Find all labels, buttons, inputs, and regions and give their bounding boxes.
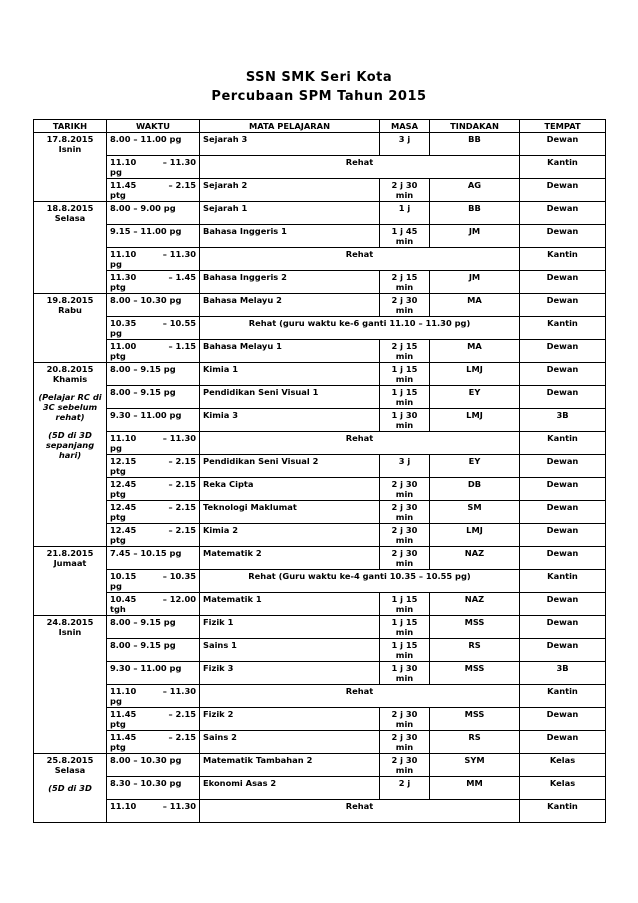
- exam-day: Jumaat: [53, 558, 87, 568]
- duration-cell: 1 j 45 min: [380, 225, 430, 248]
- column-header-place: TEMPAT: [520, 120, 606, 133]
- action-cell: EY: [430, 386, 520, 409]
- break-cell: Rehat (guru waktu ke-6 ganti 11.10 – 11.30 pg): [200, 317, 520, 340]
- exam-date: 21.8.2015: [46, 548, 94, 558]
- subject-cell: Ekonomi Asas 2: [200, 777, 380, 800]
- place-cell: Kantin: [520, 685, 606, 708]
- table-row: [34, 202, 606, 225]
- time-cell: [107, 179, 200, 202]
- exam-time-period: ptg: [110, 351, 126, 361]
- subject-cell: Pendidikan Seni Visual 1: [200, 386, 380, 409]
- date-cell: [34, 616, 107, 754]
- time-cell: [107, 202, 200, 225]
- place-cell: Dewan: [520, 524, 606, 547]
- exam-time-end: – 11.30: [162, 801, 196, 811]
- exam-time-end: – 11.30: [162, 249, 196, 259]
- table-row: [34, 800, 606, 823]
- exam-time-start: 12.15: [110, 456, 137, 466]
- subject-cell: Matematik 2: [200, 547, 380, 570]
- subject-cell: Bahasa Melayu 2: [200, 294, 380, 317]
- duration-cell: 1 j 15 min: [380, 593, 430, 616]
- subject-cell: Kimia 3: [200, 409, 380, 432]
- exam-day: Isnin: [58, 627, 82, 637]
- table-row: [34, 478, 606, 501]
- duration-cell: 2 j 30 min: [380, 524, 430, 547]
- exam-time: 9.30 – 11.00 pg: [110, 663, 182, 673]
- exam-time-period: pg: [110, 167, 122, 177]
- exam-time-end: – 11.30: [162, 433, 196, 443]
- place-cell: 3B: [520, 409, 606, 432]
- duration-cell: 2 j 30 min: [380, 754, 430, 777]
- exam-time-range: [110, 341, 196, 351]
- place-cell: Dewan: [520, 455, 606, 478]
- table-row: [34, 524, 606, 547]
- exam-time: 8.00 – 9.15 pg: [110, 617, 176, 627]
- action-cell: MSS: [430, 662, 520, 685]
- column-header-subject: MATA PELAJARAN: [200, 120, 380, 133]
- table-row: [34, 547, 606, 570]
- break-cell: Rehat (Guru waktu ke-4 ganti 10.35 – 10.55 pg): [200, 570, 520, 593]
- date-cell: [34, 202, 107, 294]
- exam-time-end: – 2.15: [168, 479, 196, 489]
- time-cell: [107, 685, 200, 708]
- exam-time-end: – 1.45: [168, 272, 196, 282]
- exam-time-start: 11.45: [110, 709, 137, 719]
- time-cell: [107, 708, 200, 731]
- table-row: [34, 432, 606, 455]
- exam-date: 18.8.2015: [46, 203, 94, 213]
- duration-cell: 2 j 15 min: [380, 271, 430, 294]
- column-header-date: TARIKH: [34, 120, 107, 133]
- exam-time-range: [110, 249, 196, 259]
- subject-cell: Fizik 3: [200, 662, 380, 685]
- subject-cell: Bahasa Melayu 1: [200, 340, 380, 363]
- time-cell: [107, 363, 200, 386]
- page-title: SSN SMK Seri Kota: [245, 70, 393, 85]
- exam-time: 8.00 – 10.30 pg: [110, 755, 182, 765]
- duration-cell: 1 j 15 min: [380, 616, 430, 639]
- action-cell: AG: [430, 179, 520, 202]
- exam-time-period: ptg: [110, 742, 126, 752]
- action-cell: SM: [430, 501, 520, 524]
- table-body: [34, 133, 606, 823]
- exam-time-end: – 12.00: [162, 594, 196, 604]
- place-cell: Dewan: [520, 616, 606, 639]
- place-cell: Kantin: [520, 317, 606, 340]
- place-cell: Dewan: [520, 294, 606, 317]
- exam-time-start: 10.45: [110, 594, 137, 604]
- duration-cell: 3 j: [380, 455, 430, 478]
- table-row: [34, 685, 606, 708]
- time-cell: [107, 478, 200, 501]
- duration-cell: 3 j: [380, 133, 430, 156]
- break-cell: Rehat: [200, 248, 520, 271]
- table-row: [34, 501, 606, 524]
- place-cell: Dewan: [520, 340, 606, 363]
- place-cell: 3B: [520, 662, 606, 685]
- time-cell: [107, 294, 200, 317]
- table-row: [34, 777, 606, 800]
- exam-time-end: – 2.15: [168, 709, 196, 719]
- action-cell: DB: [430, 478, 520, 501]
- exam-time-range: [110, 525, 196, 535]
- column-header-time: WAKTU: [107, 120, 200, 133]
- exam-time-end: – 10.35: [162, 571, 196, 581]
- action-cell: JM: [430, 225, 520, 248]
- duration-cell: 2 j 30 min: [380, 731, 430, 754]
- table-row: [34, 662, 606, 685]
- exam-time-range: [110, 456, 196, 466]
- action-cell: BB: [430, 202, 520, 225]
- subject-cell: Sains 2: [200, 731, 380, 754]
- time-cell: [107, 340, 200, 363]
- time-cell: [107, 639, 200, 662]
- exam-time-range: [110, 180, 196, 190]
- time-cell: [107, 501, 200, 524]
- exam-time: 9.30 – 11.00 pg: [110, 410, 182, 420]
- action-cell: JM: [430, 271, 520, 294]
- place-cell: Kelas: [520, 754, 606, 777]
- exam-time-period: tgh: [110, 604, 126, 614]
- exam-day: Isnin: [58, 144, 82, 154]
- duration-cell: 2 j 30 min: [380, 501, 430, 524]
- place-cell: Kantin: [520, 800, 606, 823]
- exam-time-start: 11.10: [110, 433, 137, 443]
- time-cell: [107, 524, 200, 547]
- action-cell: EY: [430, 455, 520, 478]
- duration-cell: 1 j 30 min: [380, 662, 430, 685]
- subject-cell: Fizik 1: [200, 616, 380, 639]
- table-row: [34, 363, 606, 386]
- break-cell: Rehat: [200, 800, 520, 823]
- exam-time-start: 11.45: [110, 180, 137, 190]
- place-cell: Kantin: [520, 156, 606, 179]
- duration-cell: 2 j 30 min: [380, 708, 430, 731]
- exam-date: 19.8.2015: [46, 295, 94, 305]
- exam-day: Selasa: [54, 765, 86, 775]
- exam-time-start: 11.00: [110, 341, 137, 351]
- exam-time-range: [110, 732, 196, 742]
- duration-cell: 1 j 30 min: [380, 409, 430, 432]
- place-cell: Dewan: [520, 547, 606, 570]
- exam-time-range: [110, 709, 196, 719]
- exam-time-start: 12.45: [110, 479, 137, 489]
- exam-time-period: pg: [110, 328, 122, 338]
- exam-day: Selasa: [54, 213, 86, 223]
- table-row: [34, 731, 606, 754]
- duration-cell: 1 j: [380, 202, 430, 225]
- exam-date: 17.8.2015: [46, 134, 94, 144]
- exam-time-range: [110, 801, 196, 811]
- exam-time-start: 11.10: [110, 686, 137, 696]
- table-row: [34, 455, 606, 478]
- duration-cell: 2 j 30 min: [380, 547, 430, 570]
- table-row: [34, 616, 606, 639]
- exam-time: 8.00 – 10.30 pg: [110, 295, 182, 305]
- subject-cell: Sejarah 1: [200, 202, 380, 225]
- exam-time: 8.30 – 10.30 pg: [110, 778, 182, 788]
- subject-cell: Sains 1: [200, 639, 380, 662]
- action-cell: BB: [430, 133, 520, 156]
- action-cell: RS: [430, 731, 520, 754]
- time-cell: [107, 455, 200, 478]
- time-cell: [107, 409, 200, 432]
- exam-time-period: ptg: [110, 190, 126, 200]
- time-cell: [107, 777, 200, 800]
- exam-date: 20.8.2015: [46, 364, 94, 374]
- exam-time-end: – 1.15: [168, 341, 196, 351]
- time-cell: [107, 547, 200, 570]
- exam-time-end: – 10.55: [162, 318, 196, 328]
- exam-time-end: – 11.30: [162, 157, 196, 167]
- day-note: (5D di 3D sepanjang hari): [45, 430, 95, 460]
- place-cell: Kelas: [520, 777, 606, 800]
- action-cell: LMJ: [430, 409, 520, 432]
- exam-time-range: [110, 571, 196, 581]
- exam-time-end: – 2.15: [168, 502, 196, 512]
- exam-time-period: pg: [110, 581, 122, 591]
- exam-time-start: 10.15: [110, 571, 137, 581]
- table-row: [34, 639, 606, 662]
- subject-cell: Matematik 1: [200, 593, 380, 616]
- action-cell: NAZ: [430, 593, 520, 616]
- exam-time-end: – 2.15: [168, 456, 196, 466]
- table-row: [34, 156, 606, 179]
- table-header-row: [34, 120, 606, 133]
- exam-schedule-table: [33, 119, 606, 823]
- subject-cell: Kimia 1: [200, 363, 380, 386]
- day-note: (5D di 3D: [48, 783, 92, 793]
- time-cell: [107, 248, 200, 271]
- action-cell: LMJ: [430, 524, 520, 547]
- exam-time-start: 12.45: [110, 502, 137, 512]
- time-cell: [107, 662, 200, 685]
- time-cell: [107, 156, 200, 179]
- duration-cell: 2 j: [380, 777, 430, 800]
- time-cell: [107, 133, 200, 156]
- action-cell: RS: [430, 639, 520, 662]
- time-cell: [107, 731, 200, 754]
- exam-time: 8.00 – 9.15 pg: [110, 387, 176, 397]
- exam-day: Khamis: [52, 374, 88, 384]
- place-cell: Dewan: [520, 478, 606, 501]
- table-row: [34, 386, 606, 409]
- exam-time-period: ptg: [110, 489, 126, 499]
- break-cell: Rehat: [200, 432, 520, 455]
- exam-time: 7.45 – 10.15 pg: [110, 548, 182, 558]
- subject-cell: Kimia 2: [200, 524, 380, 547]
- duration-cell: 2 j 30 min: [380, 179, 430, 202]
- exam-time-start: 10.35: [110, 318, 137, 328]
- exam-time-end: – 2.15: [168, 525, 196, 535]
- place-cell: Dewan: [520, 708, 606, 731]
- exam-time: 8.00 – 9.15 pg: [110, 364, 176, 374]
- subject-cell: Teknologi Maklumat: [200, 501, 380, 524]
- action-cell: LMJ: [430, 363, 520, 386]
- table-row: [34, 570, 606, 593]
- place-cell: Dewan: [520, 639, 606, 662]
- subject-cell: Matematik Tambahan 2: [200, 754, 380, 777]
- subject-cell: Bahasa Inggeris 1: [200, 225, 380, 248]
- exam-time-period: ptg: [110, 466, 126, 476]
- date-cell: [34, 754, 107, 823]
- exam-day: Rabu: [58, 305, 82, 315]
- action-cell: NAZ: [430, 547, 520, 570]
- exam-time-period: pg: [110, 259, 122, 269]
- time-cell: [107, 616, 200, 639]
- subject-cell: Sejarah 2: [200, 179, 380, 202]
- exam-time-start: 11.10: [110, 249, 137, 259]
- place-cell: Dewan: [520, 501, 606, 524]
- exam-time-start: 11.30: [110, 272, 137, 282]
- time-cell: [107, 432, 200, 455]
- exam-time-start: 11.10: [110, 157, 137, 167]
- duration-cell: 2 j 15 min: [380, 340, 430, 363]
- table-row: [34, 294, 606, 317]
- exam-time-period: ptg: [110, 719, 126, 729]
- time-cell: [107, 225, 200, 248]
- date-cell: [34, 547, 107, 616]
- place-cell: Dewan: [520, 386, 606, 409]
- time-cell: [107, 800, 200, 823]
- date-cell: [34, 363, 107, 547]
- place-cell: Dewan: [520, 225, 606, 248]
- duration-cell: 1 j 15 min: [380, 639, 430, 662]
- table-row: [34, 409, 606, 432]
- day-note: (Pelajar RC di 3C sebelum rehat): [38, 392, 102, 422]
- place-cell: Dewan: [520, 202, 606, 225]
- time-cell: [107, 754, 200, 777]
- exam-time-range: [110, 686, 196, 696]
- time-cell: [107, 386, 200, 409]
- column-header-action: TINDAKAN: [430, 120, 520, 133]
- table-row: [34, 225, 606, 248]
- exam-time-period: pg: [110, 443, 122, 453]
- subject-cell: Pendidikan Seni Visual 2: [200, 455, 380, 478]
- exam-time-period: pg: [110, 696, 122, 706]
- subject-cell: Fizik 2: [200, 708, 380, 731]
- exam-time-range: [110, 594, 196, 604]
- time-cell: [107, 317, 200, 340]
- table-row: [34, 340, 606, 363]
- exam-time-range: [110, 157, 196, 167]
- place-cell: Dewan: [520, 179, 606, 202]
- action-cell: MA: [430, 294, 520, 317]
- column-header-duration: MASA: [380, 120, 430, 133]
- place-cell: Dewan: [520, 271, 606, 294]
- place-cell: Kantin: [520, 248, 606, 271]
- exam-time: 9.15 – 11.00 pg: [110, 226, 182, 236]
- exam-time: 8.00 – 9.00 pg: [110, 203, 176, 213]
- break-cell: Rehat: [200, 156, 520, 179]
- action-cell: SYM: [430, 754, 520, 777]
- subject-cell: Sejarah 3: [200, 133, 380, 156]
- exam-time: 8.00 – 11.00 pg: [110, 134, 182, 144]
- table-row: [34, 754, 606, 777]
- exam-time-period: ptg: [110, 512, 126, 522]
- table-row: [34, 248, 606, 271]
- exam-time-range: [110, 502, 196, 512]
- subject-cell: Bahasa Inggeris 2: [200, 271, 380, 294]
- duration-cell: 1 j 15 min: [380, 363, 430, 386]
- place-cell: Dewan: [520, 593, 606, 616]
- subject-cell: Reka Cipta: [200, 478, 380, 501]
- exam-time-end: – 2.15: [168, 180, 196, 190]
- time-cell: [107, 593, 200, 616]
- exam-time-end: – 2.15: [168, 732, 196, 742]
- action-cell: MA: [430, 340, 520, 363]
- place-cell: Kantin: [520, 570, 606, 593]
- time-cell: [107, 570, 200, 593]
- place-cell: Kantin: [520, 432, 606, 455]
- exam-time-period: ptg: [110, 282, 126, 292]
- duration-cell: 2 j 30 min: [380, 478, 430, 501]
- break-cell: Rehat: [200, 685, 520, 708]
- place-cell: Dewan: [520, 731, 606, 754]
- exam-date: 25.8.2015: [46, 755, 94, 765]
- exam-time-range: [110, 479, 196, 489]
- exam-time-range: [110, 433, 196, 443]
- exam-time-start: 11.45: [110, 732, 137, 742]
- page-subtitle: Percubaan SPM Tahun 2015: [211, 89, 427, 104]
- action-cell: MM: [430, 777, 520, 800]
- action-cell: MSS: [430, 616, 520, 639]
- exam-date: 24.8.2015: [46, 617, 94, 627]
- place-cell: Dewan: [520, 363, 606, 386]
- exam-time-period: ptg: [110, 535, 126, 545]
- duration-cell: 1 j 15 min: [380, 386, 430, 409]
- exam-time: 8.00 – 9.15 pg: [110, 640, 176, 650]
- exam-time-range: [110, 272, 196, 282]
- table-row: [34, 317, 606, 340]
- action-cell: MSS: [430, 708, 520, 731]
- duration-cell: 2 j 30 min: [380, 294, 430, 317]
- date-cell: [34, 294, 107, 363]
- table-row: [34, 133, 606, 156]
- exam-time-range: [110, 318, 196, 328]
- table-row: [34, 593, 606, 616]
- time-cell: [107, 271, 200, 294]
- exam-time-start: 11.10: [110, 801, 137, 811]
- place-cell: Dewan: [520, 133, 606, 156]
- exam-time-start: 12.45: [110, 525, 137, 535]
- exam-time-end: – 11.30: [162, 686, 196, 696]
- date-cell: [34, 133, 107, 202]
- table-row: [34, 179, 606, 202]
- table-row: [34, 271, 606, 294]
- table-row: [34, 708, 606, 731]
